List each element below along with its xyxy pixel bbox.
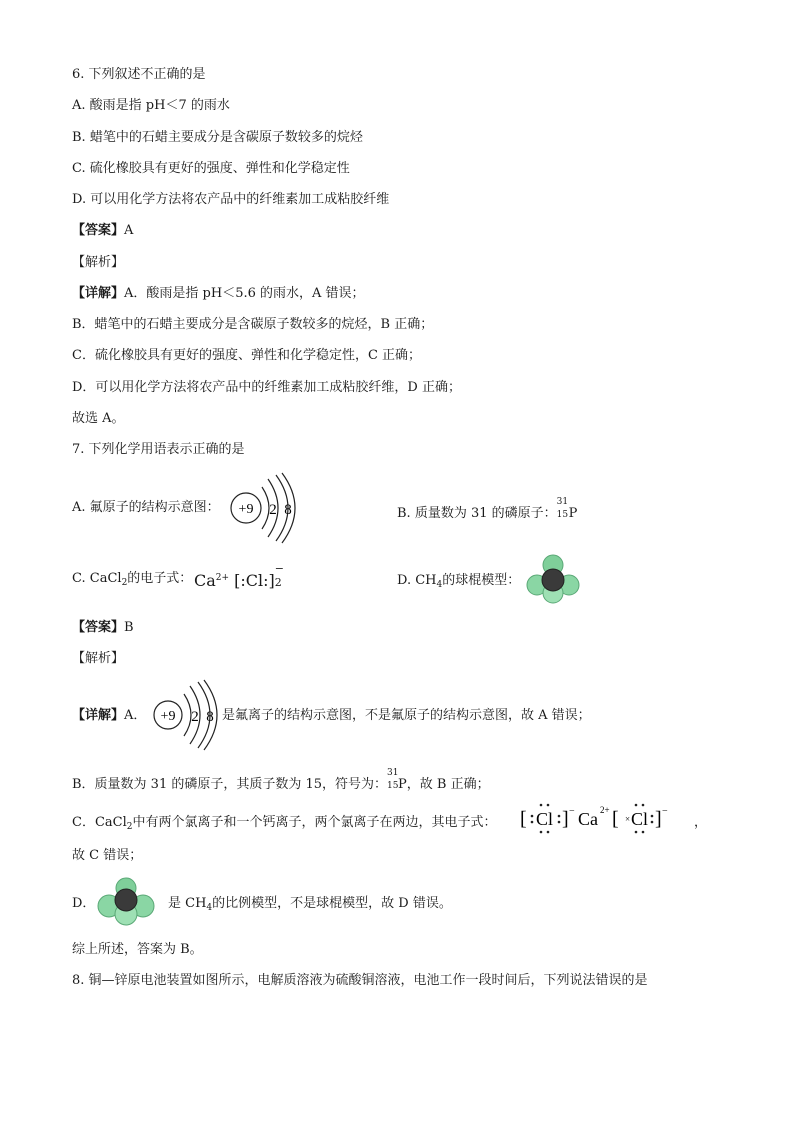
q7-detail-c — [72, 814, 497, 836]
svg-text:Ca: Ca — [578, 809, 598, 829]
q7-detail-d — [168, 895, 452, 917]
nuclide-notation — [556, 497, 569, 520]
chloride-count: 2 — [274, 576, 282, 589]
q7-answer — [72, 619, 134, 637]
detail-c-pre: C．CaCl — [72, 815, 127, 830]
detail-c-comma: ， — [694, 815, 708, 830]
shell-arc-1 — [262, 487, 269, 529]
q6-option-c: C. 硫化橡胶具有更好的强度、弹性和化学稳定性 — [72, 161, 350, 176]
q7-detail-c-line2: 故 C 错误； — [72, 848, 143, 863]
detail-c-sub: 2 — [126, 822, 133, 832]
detail-atomic-number: 15 — [387, 781, 399, 791]
answer-label: 【答案】 — [72, 620, 125, 635]
mass-number: 31 — [556, 497, 569, 507]
calcium-charge: 2+ — [215, 573, 230, 583]
q6-stem: 6. 下列叙述不正确的是 — [72, 67, 206, 82]
detail-label: 【详解】 — [72, 708, 125, 723]
atomic-number: 15 — [556, 510, 569, 520]
q7-stem: 7. 下列化学用语表示正确的是 — [72, 442, 245, 457]
option-b-text: B. 质量数为 31 的磷原子： — [397, 506, 557, 521]
charge-count — [274, 562, 285, 589]
bracket-open: [ — [234, 571, 241, 590]
svg-text:−: − — [662, 806, 668, 817]
svg-text:]: ] — [655, 808, 662, 830]
cacl2-electron-formula-c — [194, 562, 285, 592]
methane-space-filling-model — [526, 555, 580, 605]
q6-conclusion: 故选 A。 — [72, 411, 125, 426]
q6-detail-b: B．蜡笔中的石蜡主要成分是含碳原子数较多的烷烃，B 正确； — [72, 317, 434, 332]
q6-option-b: B. 蜡笔中的石蜡主要成分是含碳原子数较多的烷烃 — [72, 130, 363, 145]
option-d-post: 的球棍模型： — [442, 573, 521, 588]
answer-value: A — [124, 223, 134, 238]
q6-option-a: A. 酸雨是指 pH＜7 的雨水 — [72, 98, 230, 113]
calcium-symbol: Ca — [194, 571, 216, 590]
svg-text:Cl: Cl — [631, 809, 649, 829]
detail-a-prefix: A． — [124, 708, 147, 723]
q8-stem: 8. 铜—锌原电池装置如图所示，电解质溶液为硫酸铜溶液，电池工作一段时间后，下列说法错误的是 — [72, 973, 648, 988]
detail-b-post: ，故 B 正确； — [406, 777, 490, 792]
detail-c-mid: 中有两个氯离子和一个钙离子，两个氯离子在两边，其电子式： — [132, 815, 497, 830]
element-symbol: P — [568, 506, 578, 521]
detail-b-pre: B．质量数为 31 的磷原子，其质子数为 15，符号为： — [72, 777, 388, 792]
detail-mass-number: 31 — [387, 768, 399, 778]
q7-detail-a-suffix: 是氟离子的结构示意图，不是氟原子的结构示意图，故 A 错误； — [222, 708, 591, 723]
detail-d-sub: 4 — [206, 903, 213, 913]
option-d-pre: D. CH — [397, 573, 437, 588]
chlorine-symbol: :Cl: — [240, 571, 269, 590]
q7-option-c — [72, 570, 192, 592]
svg-text:[: [ — [520, 808, 527, 830]
ion-shell-1: 2 — [191, 709, 199, 725]
nucleus-label: +9 — [238, 502, 254, 517]
svg-text:−: − — [569, 806, 575, 817]
detail-label: 【详解】 — [72, 286, 125, 301]
detail-d-pre: 是 CH — [168, 896, 207, 911]
shell-2-electrons: 8 — [284, 502, 292, 518]
bracket-close: ] — [268, 571, 275, 590]
option-c-sub: 2 — [121, 578, 128, 588]
option-c-pre: C. CaCl — [72, 571, 122, 586]
svg-text:]: ] — [562, 808, 569, 830]
q7-conclusion: 综上所述，答案为 B。 — [72, 942, 203, 957]
cacl2-correct-electron-formula — [520, 800, 670, 836]
answer-value: B — [124, 620, 134, 635]
ion-nucleus-label: +9 — [160, 709, 176, 724]
methane-model-image — [98, 878, 154, 926]
detail-text: A．酸雨是指 pH＜5.6 的雨水，A 错误； — [124, 286, 365, 301]
chloride-charge: − — [274, 562, 285, 575]
svg-text:Cl: Cl — [536, 809, 554, 829]
q6-answer — [72, 222, 133, 240]
option-c-post: 的电子式： — [127, 571, 193, 586]
svg-text:2+: 2+ — [600, 805, 610, 815]
ion-shell-2: 8 — [206, 709, 214, 725]
fluoride-ion-diagram — [150, 680, 220, 750]
detail-symbol: P — [398, 777, 407, 792]
q6-detail-c: C．硫化橡胶具有更好的强度、弹性和化学稳定性，C 正确； — [72, 348, 422, 363]
option-d-sub: 4 — [436, 580, 443, 590]
q6-detail-d: D．可以用化学方法将农产品中的纤维素加工成粘胶纤维，D 正确； — [72, 380, 461, 395]
q7-option-b — [397, 499, 577, 523]
svg-text:×: × — [625, 814, 631, 824]
detail-nuclide — [387, 768, 399, 791]
q7-detail-b — [72, 770, 490, 794]
q6-detail-a — [72, 285, 365, 303]
q6-option-d: D. 可以用化学方法将农产品中的纤维素加工成粘胶纤维 — [72, 192, 390, 207]
q7-option-d — [397, 572, 520, 594]
q6-analysis-label: 【解析】 — [72, 255, 125, 270]
shell-1-electrons: 2 — [269, 502, 277, 518]
fluorine-atom-diagram — [228, 473, 298, 543]
q7-option-a: A. 氟原子的结构示意图： — [72, 500, 220, 515]
answer-label: 【答案】 — [72, 223, 125, 238]
q7-detail-a — [72, 707, 146, 725]
detail-d-post: 的比例模型，不是球棍模型，故 D 错误。 — [212, 896, 452, 911]
svg-text:[: [ — [612, 808, 619, 830]
q7-analysis-label: 【解析】 — [72, 651, 125, 666]
q7-detail-d-prefix: D． — [72, 896, 96, 911]
